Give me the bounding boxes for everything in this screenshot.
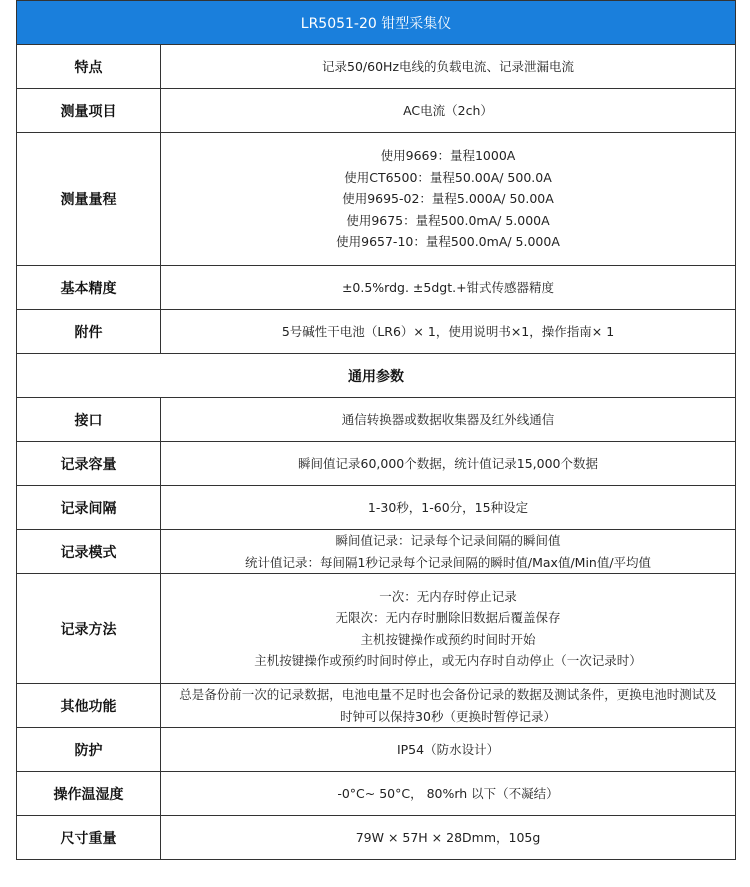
- row-label-protection: 防护: [17, 728, 161, 772]
- value-line: AC电流（2ch）: [403, 102, 493, 118]
- value-line: 使用9669：量程1000A: [380, 148, 516, 164]
- row-value-dimensions-weight: [161, 816, 736, 860]
- value-line: -0°C~ 50°C， 80%rh 以下（不凝结）: [337, 785, 559, 801]
- row-label-features: 特点: [17, 45, 161, 89]
- value-line: 瞬间值记录：记录每个记录间隔的瞬间值: [335, 533, 561, 548]
- value-line: 瞬间值记录60,000个数据，统计值记录15,000个数据: [298, 455, 598, 471]
- value-line: IP54（防水设计）: [396, 741, 500, 757]
- table-row: [17, 530, 736, 574]
- value-line: 5号碱性干电池（LR6）× 1，使用说明书×1，操作指南× 1: [281, 323, 615, 339]
- value-line: 使用9675：量程500.0mA/ 5.000A: [346, 212, 550, 228]
- value-line: 无限次：无内存时删除旧数据后覆盖保存: [335, 610, 561, 625]
- row-value-record-mode: [161, 530, 736, 574]
- value-line: 总是备份前一次的记录数据，电池电量不足时也会备份记录的数据及测试条件，更换电池时测试及: [179, 687, 717, 702]
- value-line: 通信转换器或数据收集器及红外线通信: [341, 411, 555, 427]
- row-label-operating-conditions: 操作温湿度: [17, 772, 161, 816]
- row-value-measurement-range: [161, 133, 736, 266]
- row-value-record-interval: [161, 486, 736, 530]
- section-heading-general: 通用参数: [17, 354, 736, 398]
- table-row: [17, 310, 736, 354]
- row-value-interface: [161, 398, 736, 442]
- row-label-interface: 接口: [17, 398, 161, 442]
- value-line: 使用9695-02：量程5.000A/ 50.00A: [342, 191, 554, 207]
- value-line: 1-30秒，1-60分，15种设定: [367, 499, 529, 515]
- table-row: [17, 816, 736, 860]
- row-label-accessories: 附件: [17, 310, 161, 354]
- row-value-features: [161, 45, 736, 89]
- section-row: [17, 354, 736, 398]
- row-label-record-capacity: 记录容量: [17, 442, 161, 486]
- value-line: 主机按键操作或预约时间时停止，或无内存时自动停止（一次记录时）: [254, 653, 642, 668]
- value-line: 记录50/60Hz电线的负载电流、记录泄漏电流: [322, 58, 574, 74]
- table-row: [17, 266, 736, 310]
- row-value-protection: [161, 728, 736, 772]
- table-row: [17, 574, 736, 684]
- value-line: ±0.5%rdg. ±5dgt.+钳式传感器精度: [341, 279, 555, 295]
- value-line: 79W × 57H × 28Dmm，105g: [355, 829, 541, 845]
- table-row: [17, 133, 736, 266]
- value-line: 使用9657-10：量程500.0mA/ 5.000A: [336, 234, 560, 250]
- row-value-record-capacity: [161, 442, 736, 486]
- value-line: 一次：无内存时停止记录: [379, 588, 517, 604]
- title-row: [17, 1, 736, 45]
- table-row: [17, 442, 736, 486]
- table-row: [17, 89, 736, 133]
- table-row: [17, 398, 736, 442]
- spec-table: [16, 0, 736, 860]
- row-value-accessories: [161, 310, 736, 354]
- table-title: LR5051-20 钳型采集仪: [17, 1, 736, 45]
- value-line: 时钟可以保持30秒（更换时暂停记录）: [340, 708, 556, 724]
- table-row: [17, 772, 736, 816]
- row-label-record-interval: 记录间隔: [17, 486, 161, 530]
- value-line: 主机按键操作或预约时间时开始: [360, 631, 536, 647]
- table-row: [17, 684, 736, 728]
- row-value-record-method: [161, 574, 736, 684]
- row-label-measurement-range: 测量量程: [17, 133, 161, 266]
- table-row: [17, 728, 736, 772]
- row-value-basic-accuracy: [161, 266, 736, 310]
- row-value-other-functions: [161, 684, 736, 728]
- value-line: 统计值记录：每间隔1秒记录每个记录间隔的瞬时值/Max值/Min值/平均值: [244, 554, 652, 570]
- row-label-dimensions-weight: 尺寸重量: [17, 816, 161, 860]
- row-label-record-mode: 记录模式: [17, 530, 161, 574]
- table-row: [17, 486, 736, 530]
- value-line: 使用CT6500：量程50.00A/ 500.0A: [344, 169, 552, 185]
- row-label-other-functions: 其他功能: [17, 684, 161, 728]
- table-row: [17, 45, 736, 89]
- row-label-record-method: 记录方法: [17, 574, 161, 684]
- row-label-measurement-item: 测量项目: [17, 89, 161, 133]
- row-label-basic-accuracy: 基本精度: [17, 266, 161, 310]
- row-value-measurement-item: [161, 89, 736, 133]
- row-value-operating-conditions: [161, 772, 736, 816]
